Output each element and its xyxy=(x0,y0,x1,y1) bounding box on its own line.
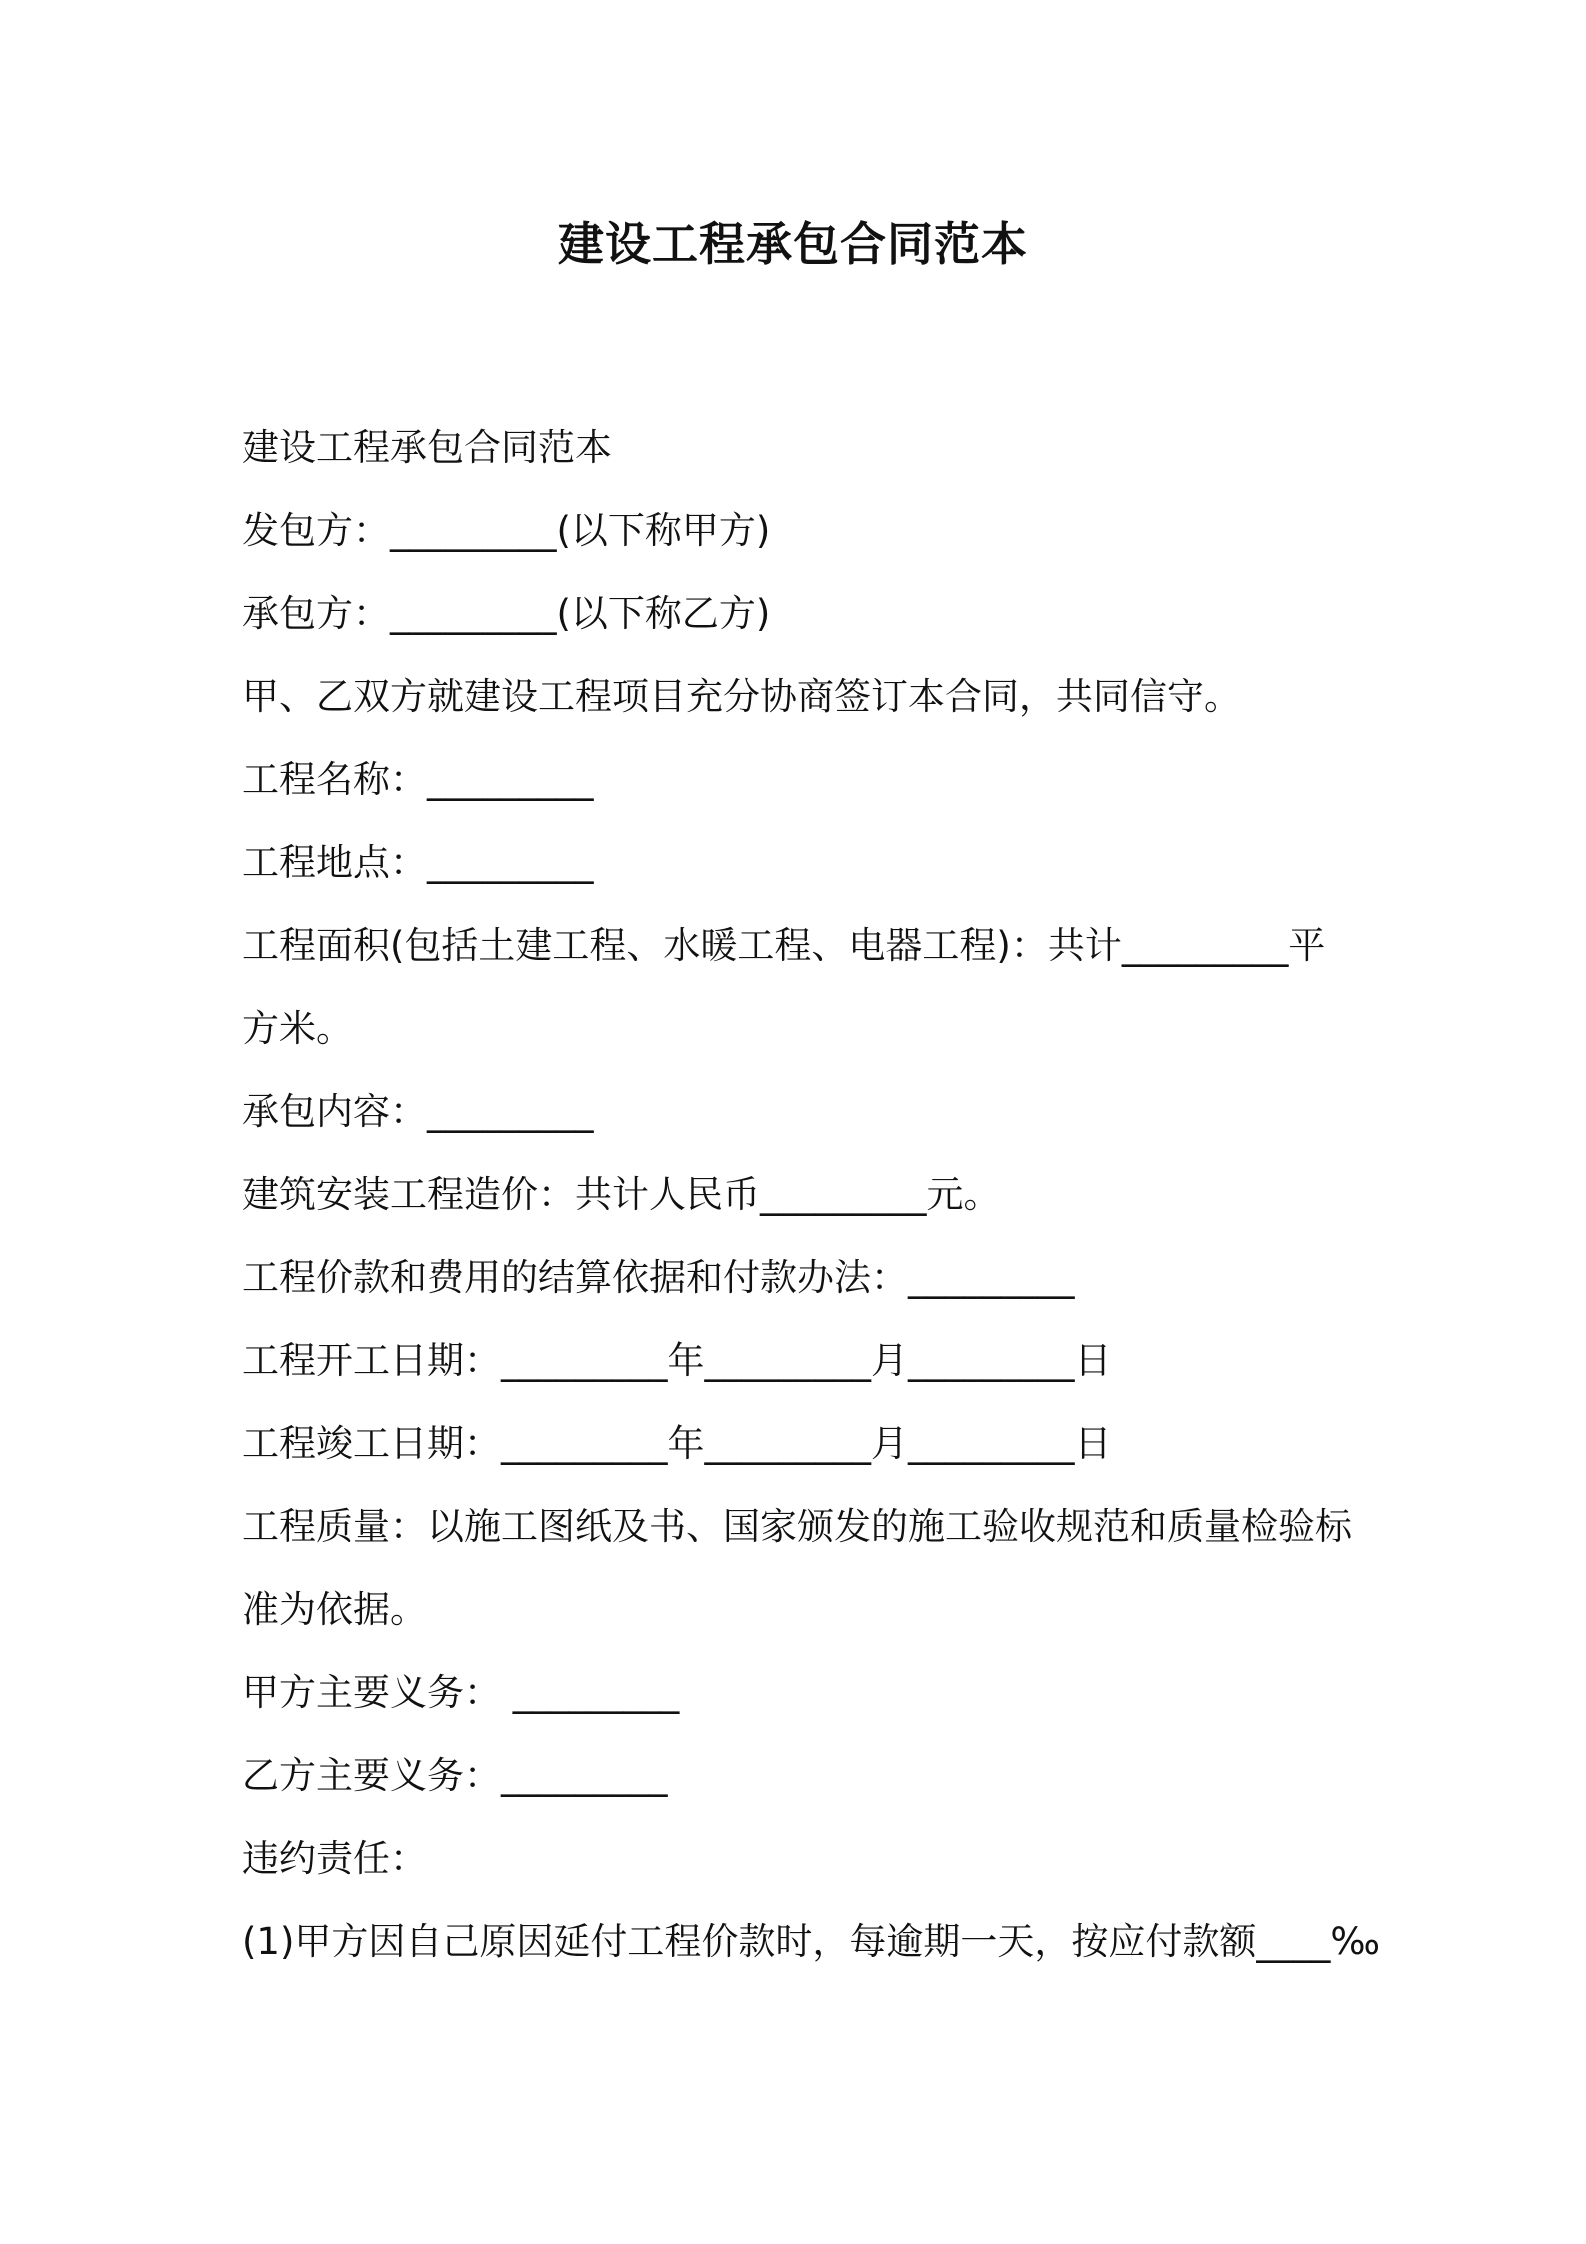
employer-line: 发包方：_________(以下称甲方) xyxy=(242,509,771,552)
project-area-line-cont: 方米。 xyxy=(242,1007,353,1050)
quality-line-cont: 准为依据。 xyxy=(242,1588,427,1631)
party-b-duties-line: 乙方主要义务：_________ xyxy=(242,1754,668,1797)
liability-heading: 违约责任： xyxy=(242,1837,427,1880)
contract-price-line: 建筑安装工程造价：共计人民币_________元。 xyxy=(242,1173,1001,1216)
contract-scope-line: 承包内容：_________ xyxy=(242,1090,594,1133)
payment-method-line: 工程价款和费用的结算依据和付款办法：_________ xyxy=(242,1256,1075,1299)
project-area-line: 工程面积(包括土建工程、水暖工程、电器工程)：共计_________平 xyxy=(242,924,1326,967)
document-body xyxy=(242,406,1381,1983)
document-title: 建设工程承包合同范本 xyxy=(558,217,1028,271)
contractor-line: 承包方：_________(以下称乙方) xyxy=(242,592,771,635)
project-location-line: 工程地点：_________ xyxy=(242,841,594,884)
start-date-line: 工程开工日期：_________年_________月_________日 xyxy=(242,1339,1112,1382)
agreement-statement: 甲、乙双方就建设工程项目充分协商签订本合同，共同信守。 xyxy=(242,675,1241,718)
liability-clause-1: (1)甲方因自己原因延付工程价款时，每逾期一天，按应付款额____‰ xyxy=(242,1920,1381,1963)
quality-line: 工程质量：以施工图纸及书、国家颁发的施工验收规范和质量检验标 xyxy=(242,1505,1352,1548)
completion-date-line: 工程竣工日期：_________年_________月_________日 xyxy=(242,1422,1112,1465)
project-name-line: 工程名称：_________ xyxy=(242,758,594,801)
party-a-duties-line: 甲方主要义务： _________ xyxy=(242,1671,680,1714)
document-subtitle: 建设工程承包合同范本 xyxy=(242,426,612,469)
